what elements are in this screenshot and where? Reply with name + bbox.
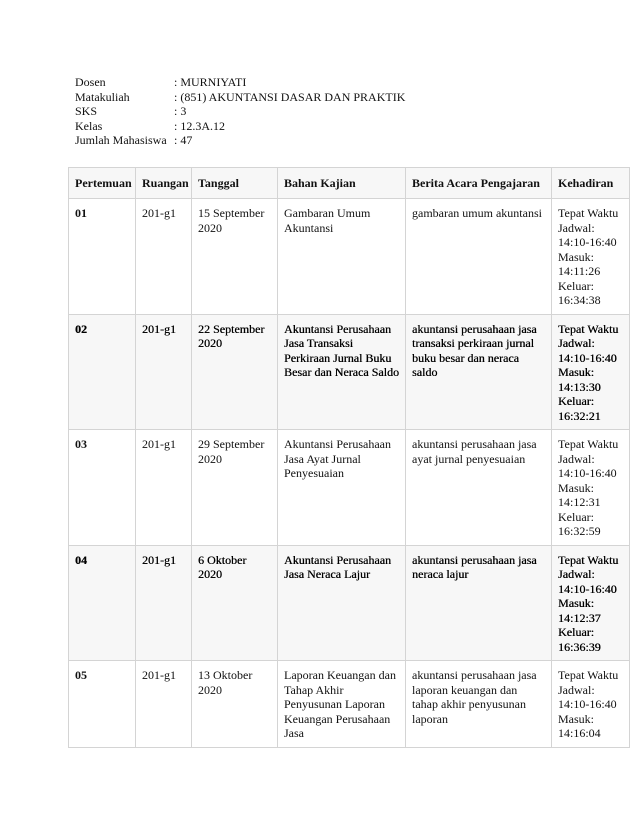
cell-bahan-kajian: Akuntansi Perusahaan Jasa Ayat Jurnal Penyesuaian	[278, 430, 406, 546]
cell-ruangan: 201-g1	[136, 545, 192, 661]
info-label: Matakuliah	[75, 89, 130, 104]
cell-bahan-kajian: Akuntansi Perusahaan Jasa Neraca Lajur	[278, 545, 406, 661]
header-ruangan: Ruangan	[136, 168, 192, 199]
check-out-label: Keluar:	[558, 278, 594, 293]
check-in-label: Masuk:	[558, 249, 594, 264]
cell-tanggal: 22 September 2020	[192, 314, 278, 430]
table-header-row	[69, 168, 630, 199]
info-label: Kelas	[75, 118, 103, 133]
check-in-time: 14:11:26	[558, 264, 601, 278]
schedule-time: 14:10-16:40	[558, 350, 617, 365]
cell-pertemuan: 02	[69, 314, 136, 430]
check-in-time: 14:12:37	[558, 610, 601, 625]
check-out-time: 16:36:39	[558, 639, 601, 654]
cell-bahan-kajian: Laporan Keuangan dan Tahap Akhir Penyusunan Laporan Keuangan Perusahaan Jasa	[278, 661, 406, 748]
cell-berita-acara: akuntansi perusahaan jasa laporan keuangan dan tahap akhir penyusunan laporan	[406, 661, 552, 748]
schedule-label: Jadwal:	[558, 336, 595, 350]
cell-kehadiran	[552, 314, 630, 430]
header-pertemuan: Pertemuan	[69, 168, 136, 199]
cell-berita-acara: akuntansi perusahaan jasa ayat jurnal penyesuaian	[406, 430, 552, 546]
info-value: : 3	[174, 104, 187, 118]
check-out-label: Keluar:	[558, 625, 594, 639]
table-row	[69, 545, 630, 661]
cell-tanggal: 13 Oktober 2020	[192, 661, 278, 748]
attendance-table	[68, 167, 630, 748]
attendance-status: Tepat Waktu	[558, 321, 619, 336]
schedule-time: 14:10-16:40	[558, 466, 617, 480]
header-bahan-kajian: Bahan Kajian	[278, 168, 406, 199]
info-row-jumlah-mahasiswa	[75, 133, 405, 148]
cell-berita-acara: akuntansi perusahaan jasa neraca lajur	[406, 545, 552, 661]
info-row-sks	[75, 104, 405, 119]
check-out-label: Keluar:	[558, 394, 594, 408]
schedule-time: 14:10-16:40	[558, 581, 617, 596]
schedule-time: 14:10-16:40	[558, 235, 617, 249]
header-kehadiran: Kehadiran	[552, 168, 630, 199]
check-in-time: 14:13:30	[558, 379, 601, 394]
check-in-time: 14:12:31	[558, 495, 601, 509]
schedule-label: Jadwal:	[558, 682, 595, 697]
check-in-time: 14:16:04	[558, 726, 601, 740]
cell-pertemuan: 04	[69, 545, 136, 661]
schedule-label: Jadwal:	[558, 451, 595, 466]
check-out-time: 16:32:21	[558, 408, 601, 423]
cell-tanggal: 6 Oktober 2020	[192, 545, 278, 661]
attendance-status: Tepat Waktu	[558, 206, 619, 220]
schedule-label: Jadwal:	[558, 567, 595, 581]
cell-ruangan: 201-g1	[136, 199, 192, 315]
check-out-time: 16:34:38	[558, 293, 601, 307]
table-row	[69, 314, 630, 430]
cell-kehadiran	[552, 430, 630, 546]
cell-berita-acara: gambaran umum akuntansi	[406, 199, 552, 315]
check-in-label: Masuk:	[558, 596, 594, 610]
course-info	[75, 75, 405, 148]
check-in-label: Masuk:	[558, 365, 594, 379]
cell-ruangan: 201-g1	[136, 314, 192, 430]
info-label: Jumlah Mahasiswa	[75, 133, 167, 147]
cell-ruangan: 201-g1	[136, 430, 192, 546]
info-value: : (851) AKUNTANSI DASAR DAN PRAKTIK	[174, 89, 406, 104]
info-row-kelas	[75, 119, 405, 134]
cell-ruangan: 201-g1	[136, 661, 192, 748]
cell-bahan-kajian: Gambaran Umum Akuntansi	[278, 199, 406, 315]
header-berita-acara: Berita Acara Pengajaran	[406, 168, 552, 199]
cell-kehadiran	[552, 199, 630, 315]
check-in-label: Masuk:	[558, 711, 594, 726]
cell-bahan-kajian: Akuntansi Perusahaan Jasa Transaksi Perkiraan Jurnal Buku Besar dan Neraca Saldo	[278, 314, 406, 430]
check-out-label: Keluar:	[558, 509, 594, 524]
info-row-matakuliah	[75, 90, 405, 105]
table-row	[69, 661, 630, 748]
check-out-time: 16:32:59	[558, 524, 601, 538]
cell-pertemuan: 03	[69, 430, 136, 546]
cell-tanggal: 15 September 2020	[192, 199, 278, 315]
cell-kehadiran	[552, 545, 630, 661]
table-row	[69, 199, 630, 315]
info-row-dosen	[75, 75, 405, 90]
schedule-label: Jadwal:	[558, 220, 595, 235]
check-in-label: Masuk:	[558, 480, 594, 495]
attendance-status: Tepat Waktu	[558, 437, 619, 451]
schedule-time: 14:10-16:40	[558, 697, 617, 711]
header-tanggal: Tanggal	[192, 168, 278, 199]
cell-pertemuan: 01	[69, 199, 136, 315]
info-value: : MURNIYATI	[174, 75, 247, 89]
cell-kehadiran	[552, 661, 630, 748]
cell-pertemuan: 05	[69, 661, 136, 748]
attendance-status: Tepat Waktu	[558, 552, 619, 567]
cell-tanggal: 29 September 2020	[192, 430, 278, 546]
table-row	[69, 430, 630, 546]
info-label: SKS	[75, 104, 98, 118]
info-value: : 12.3A.12	[174, 118, 225, 133]
info-label: Dosen	[75, 75, 106, 89]
attendance-status: Tepat Waktu	[558, 668, 619, 682]
cell-berita-acara: akuntansi perusahaan jasa transaksi perkiraan jurnal buku besar dan neraca saldo	[406, 314, 552, 430]
info-value: : 47	[174, 133, 193, 147]
